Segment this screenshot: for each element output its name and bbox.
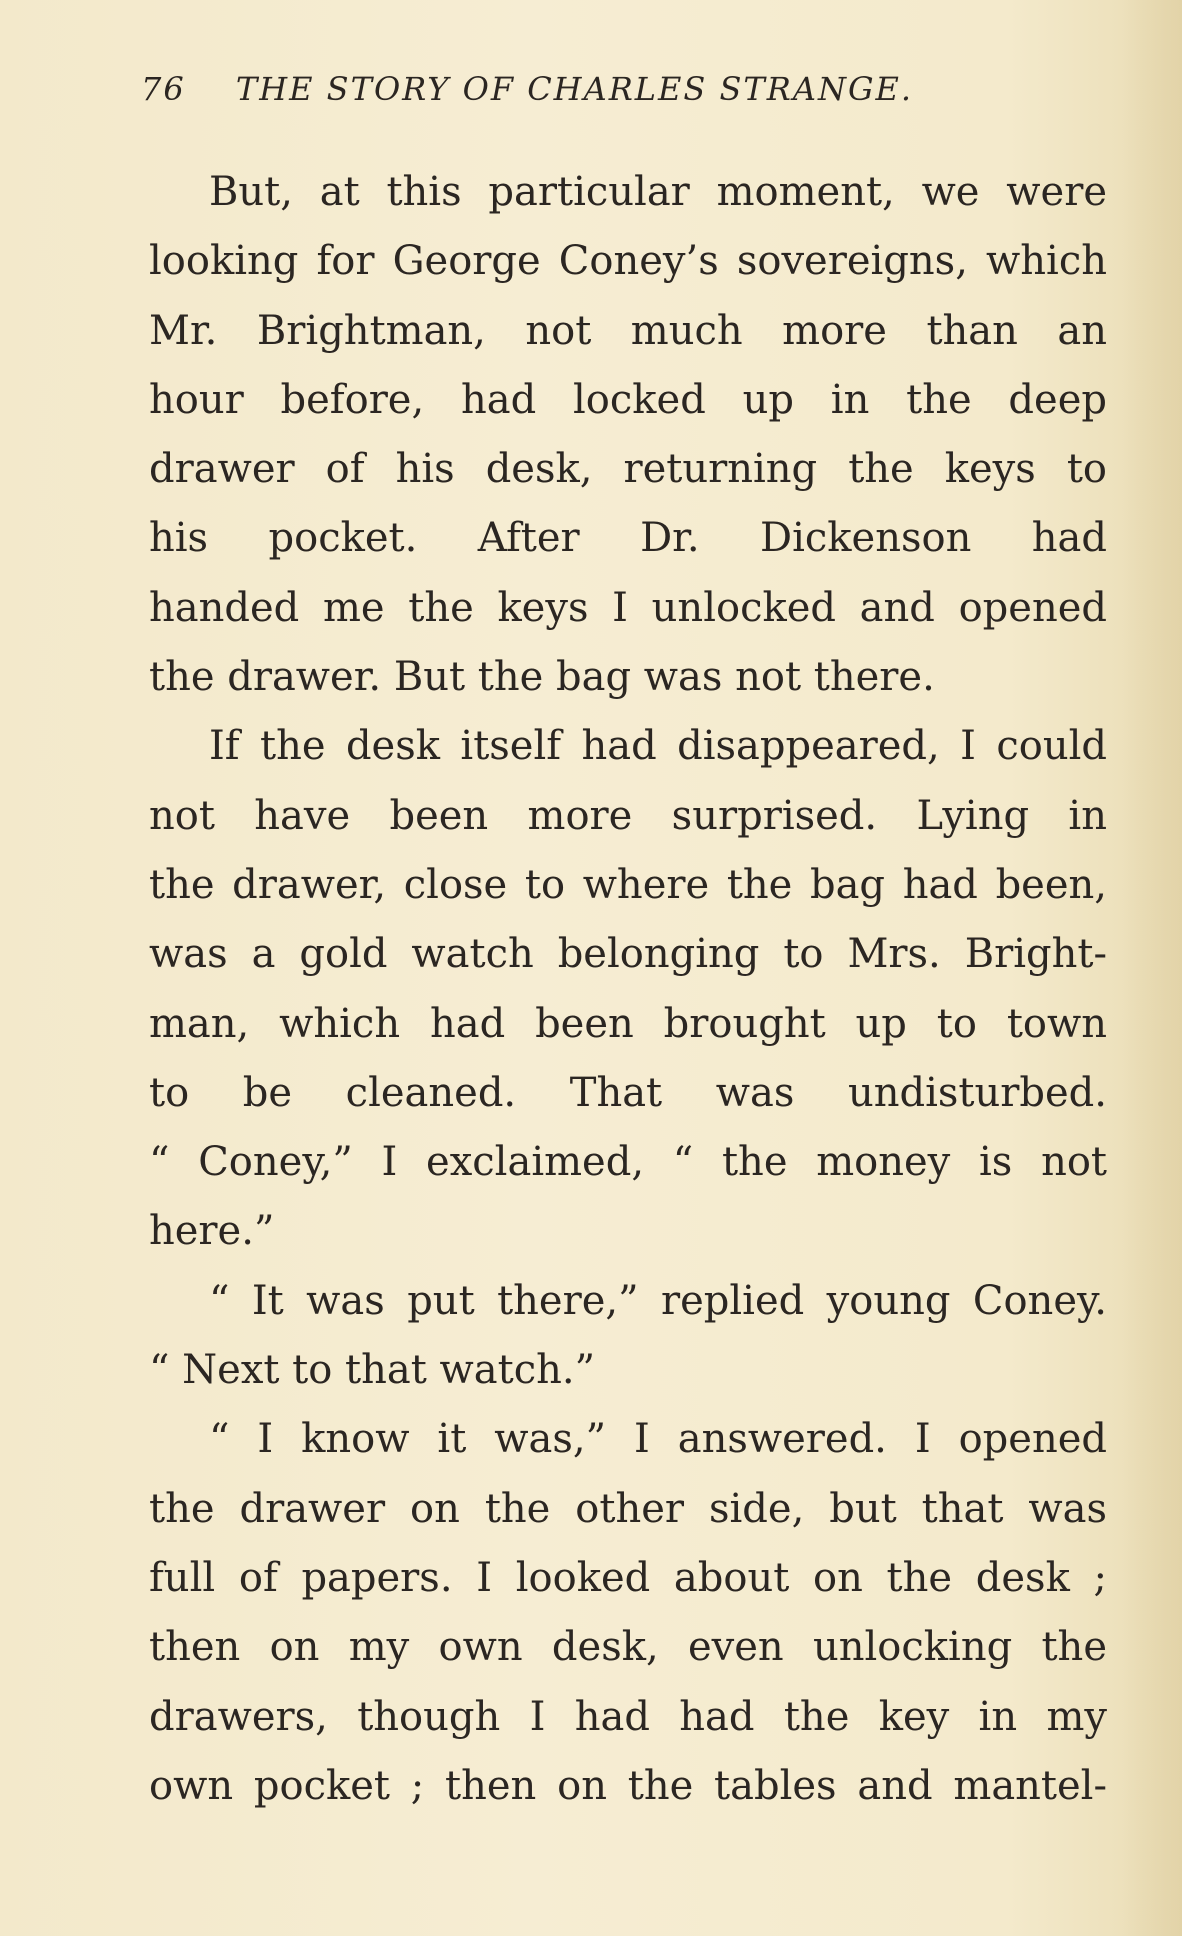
text-line: “ Next to that watch.” [149, 1347, 596, 1394]
text-line: the drawer. But the bag was not there. [149, 654, 935, 701]
text-line: “ It was put there,” replied young Coney. [209, 1277, 1107, 1324]
running-head [141, 70, 1041, 110]
text-line: his pocket. After Dr. Dickenson had [149, 515, 1107, 562]
body-text [149, 158, 1107, 1821]
text-line: Mr. Brightman, not much more than an [149, 307, 1107, 354]
text-line: then on my own desk, even unlocking the [149, 1624, 1107, 1671]
text-line: own pocket ; then on the tables and mantel- [149, 1762, 1107, 1809]
page-edge-shading [1122, 0, 1182, 1936]
text-line: If the desk itself had disappeared, I could [209, 723, 1107, 770]
text-line: But, at this particular moment, we were [209, 169, 1107, 215]
text-line: full of papers. I looked about on the desk ; [149, 1554, 1107, 1601]
text-line: “ Coney,” I exclaimed, “ the money is not [149, 1139, 1107, 1186]
text-line: handed me the keys I unlocked and opened [149, 584, 1107, 631]
text-line: drawer of his desk, returning the keys to [149, 446, 1107, 493]
text-line: not have been more surprised. Lying in [149, 792, 1107, 839]
text-line: looking for George Coney’s sovereigns, which [149, 238, 1107, 285]
text-line: here.” [149, 1208, 275, 1255]
text-line: was a gold watch belonging to Mrs. Bright- [149, 931, 1107, 978]
text-line: the drawer on the other side, but that was [149, 1485, 1107, 1532]
text-line: the drawer, close to where the bag had been, [149, 861, 1107, 908]
text-line: drawers, though I had had the key in my [149, 1693, 1107, 1740]
page-number: 76 [141, 70, 186, 108]
text-line: “ I know it was,” I answered. I opened [209, 1416, 1107, 1463]
text-line: man, which had been brought up to town [149, 1000, 1107, 1047]
text-line: hour before, had locked up in the deep [149, 376, 1107, 423]
running-title: THE STORY OF CHARLES STRANGE. [235, 70, 914, 108]
text-line: to be cleaned. That was undisturbed. [149, 1069, 1107, 1116]
